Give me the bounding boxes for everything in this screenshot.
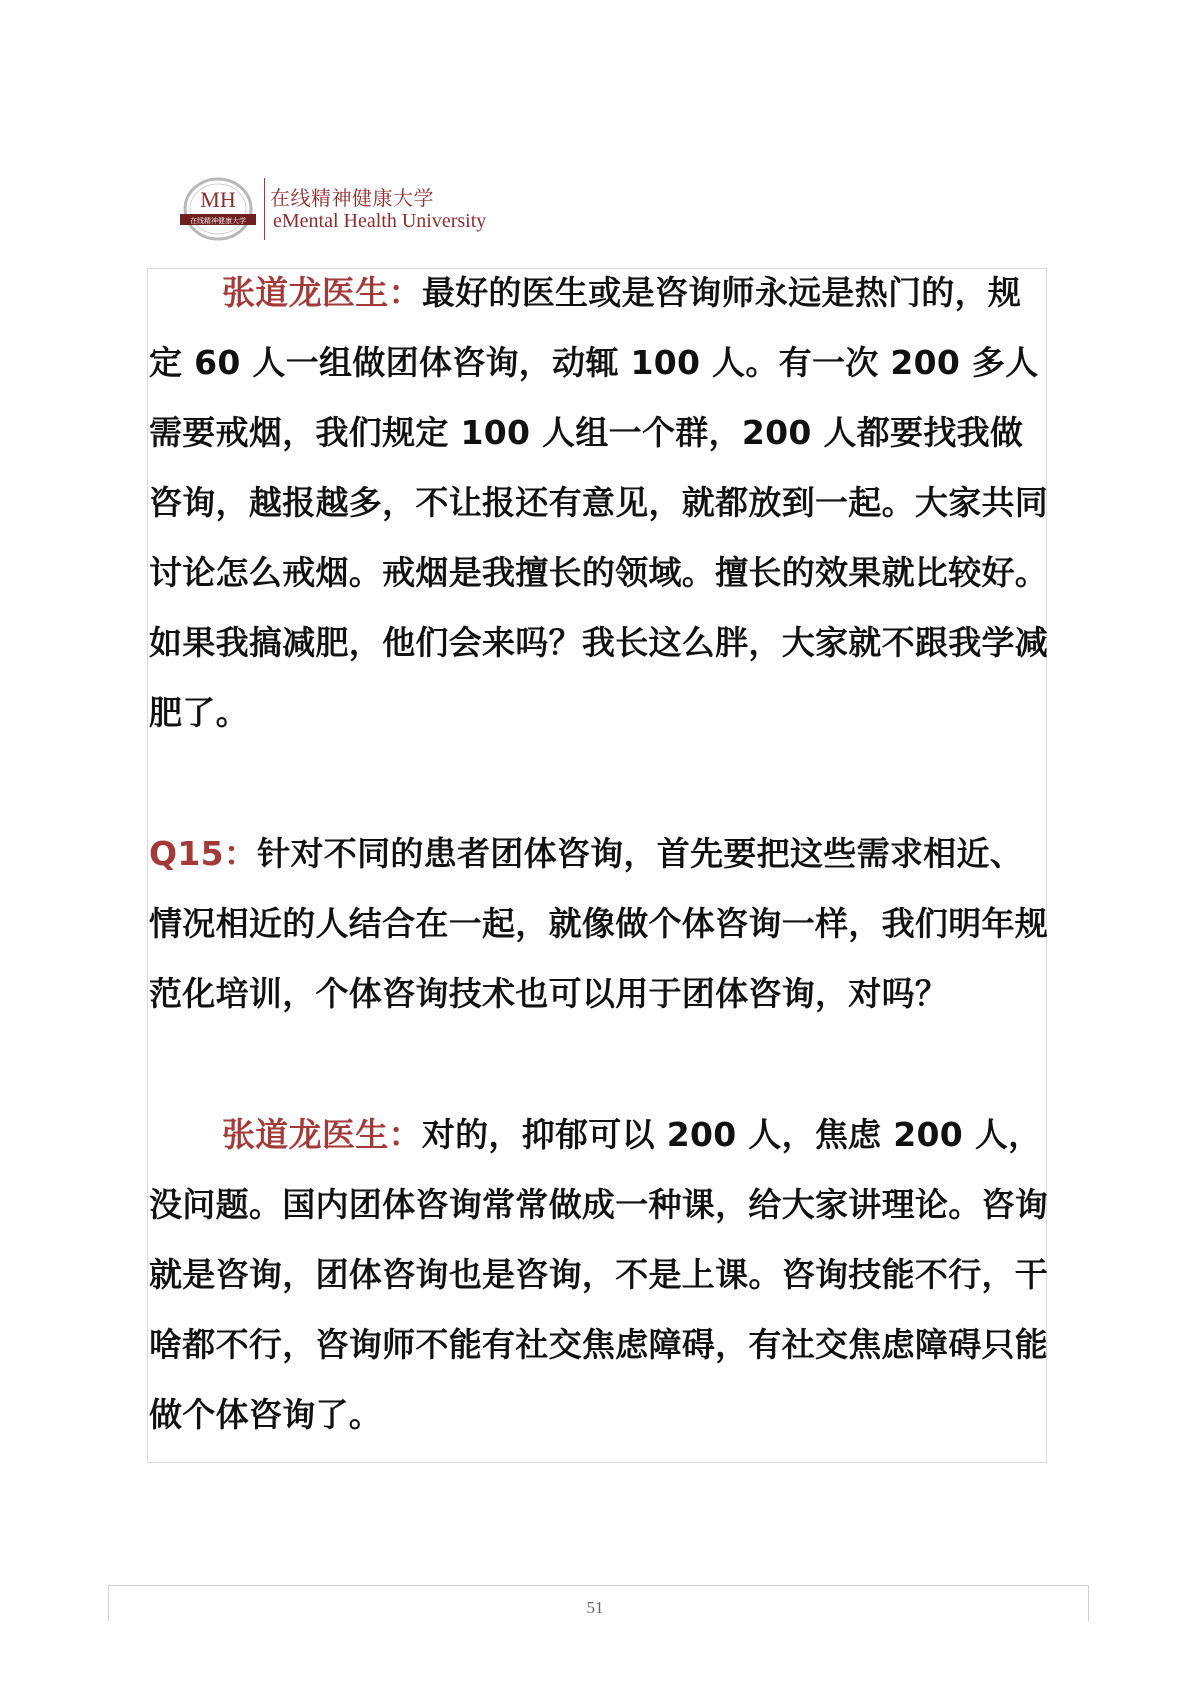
seal-band-text: 在线精神健康大学 bbox=[190, 217, 246, 225]
logo-divider bbox=[264, 178, 265, 240]
speaker-label: 张道龙医生： bbox=[222, 1115, 422, 1154]
paragraph-text: 针对不同的患者团体咨询，首先要把这些需求相近、情况相近的人结合在一起，就像做个体咨询一样，我们明年规范化培训，个体咨询技术也可以用于团体咨询，对吗？ bbox=[149, 834, 1049, 1013]
answer-paragraph-1 bbox=[149, 258, 1049, 748]
university-name-en: eMental Health University bbox=[273, 210, 487, 232]
footer-rule bbox=[108, 1585, 1088, 1586]
page-number: 51 bbox=[586, 1598, 604, 1617]
speaker-label: 张道龙医生： bbox=[222, 273, 422, 312]
university-seal-icon bbox=[180, 176, 256, 242]
paragraph-text: 对的，抑郁可以 200 人，焦虑 200 人，没问题。国内团体咨询常常做成一种课，给大家讲理论。咨询就是咨询，团体咨询也是咨询，不是上课。咨询技能不行，干啥都不行，咨询师不能有社交焦虑障碍，有社交焦虑障碍只能做个体咨询了。 bbox=[149, 1115, 1049, 1434]
question-label: Q15： bbox=[149, 834, 258, 873]
header-logo bbox=[170, 172, 500, 250]
university-name-cn: 在线精神健康大学 bbox=[270, 186, 434, 210]
question-paragraph-q15 bbox=[149, 819, 1049, 1029]
answer-paragraph-2 bbox=[149, 1100, 1049, 1450]
paragraph-text: 最好的医生或是咨询师永远是热门的，规定 60 人一组做团体咨询，动辄 100 人。有一次 200 多人需要戒烟，我们规定 100 人组一个群，200 人都要找我做咨询，越报越多，不让报还有意见，就都放到一起。大家共同讨论怎么戒烟。戒烟是我擅长的领域。擅长的效果就比较好。如果我搞减肥，他们会来吗？我长这么胖，大家就不跟我学减肥了。 bbox=[149, 273, 1049, 732]
seal-letters: MH bbox=[200, 187, 236, 212]
